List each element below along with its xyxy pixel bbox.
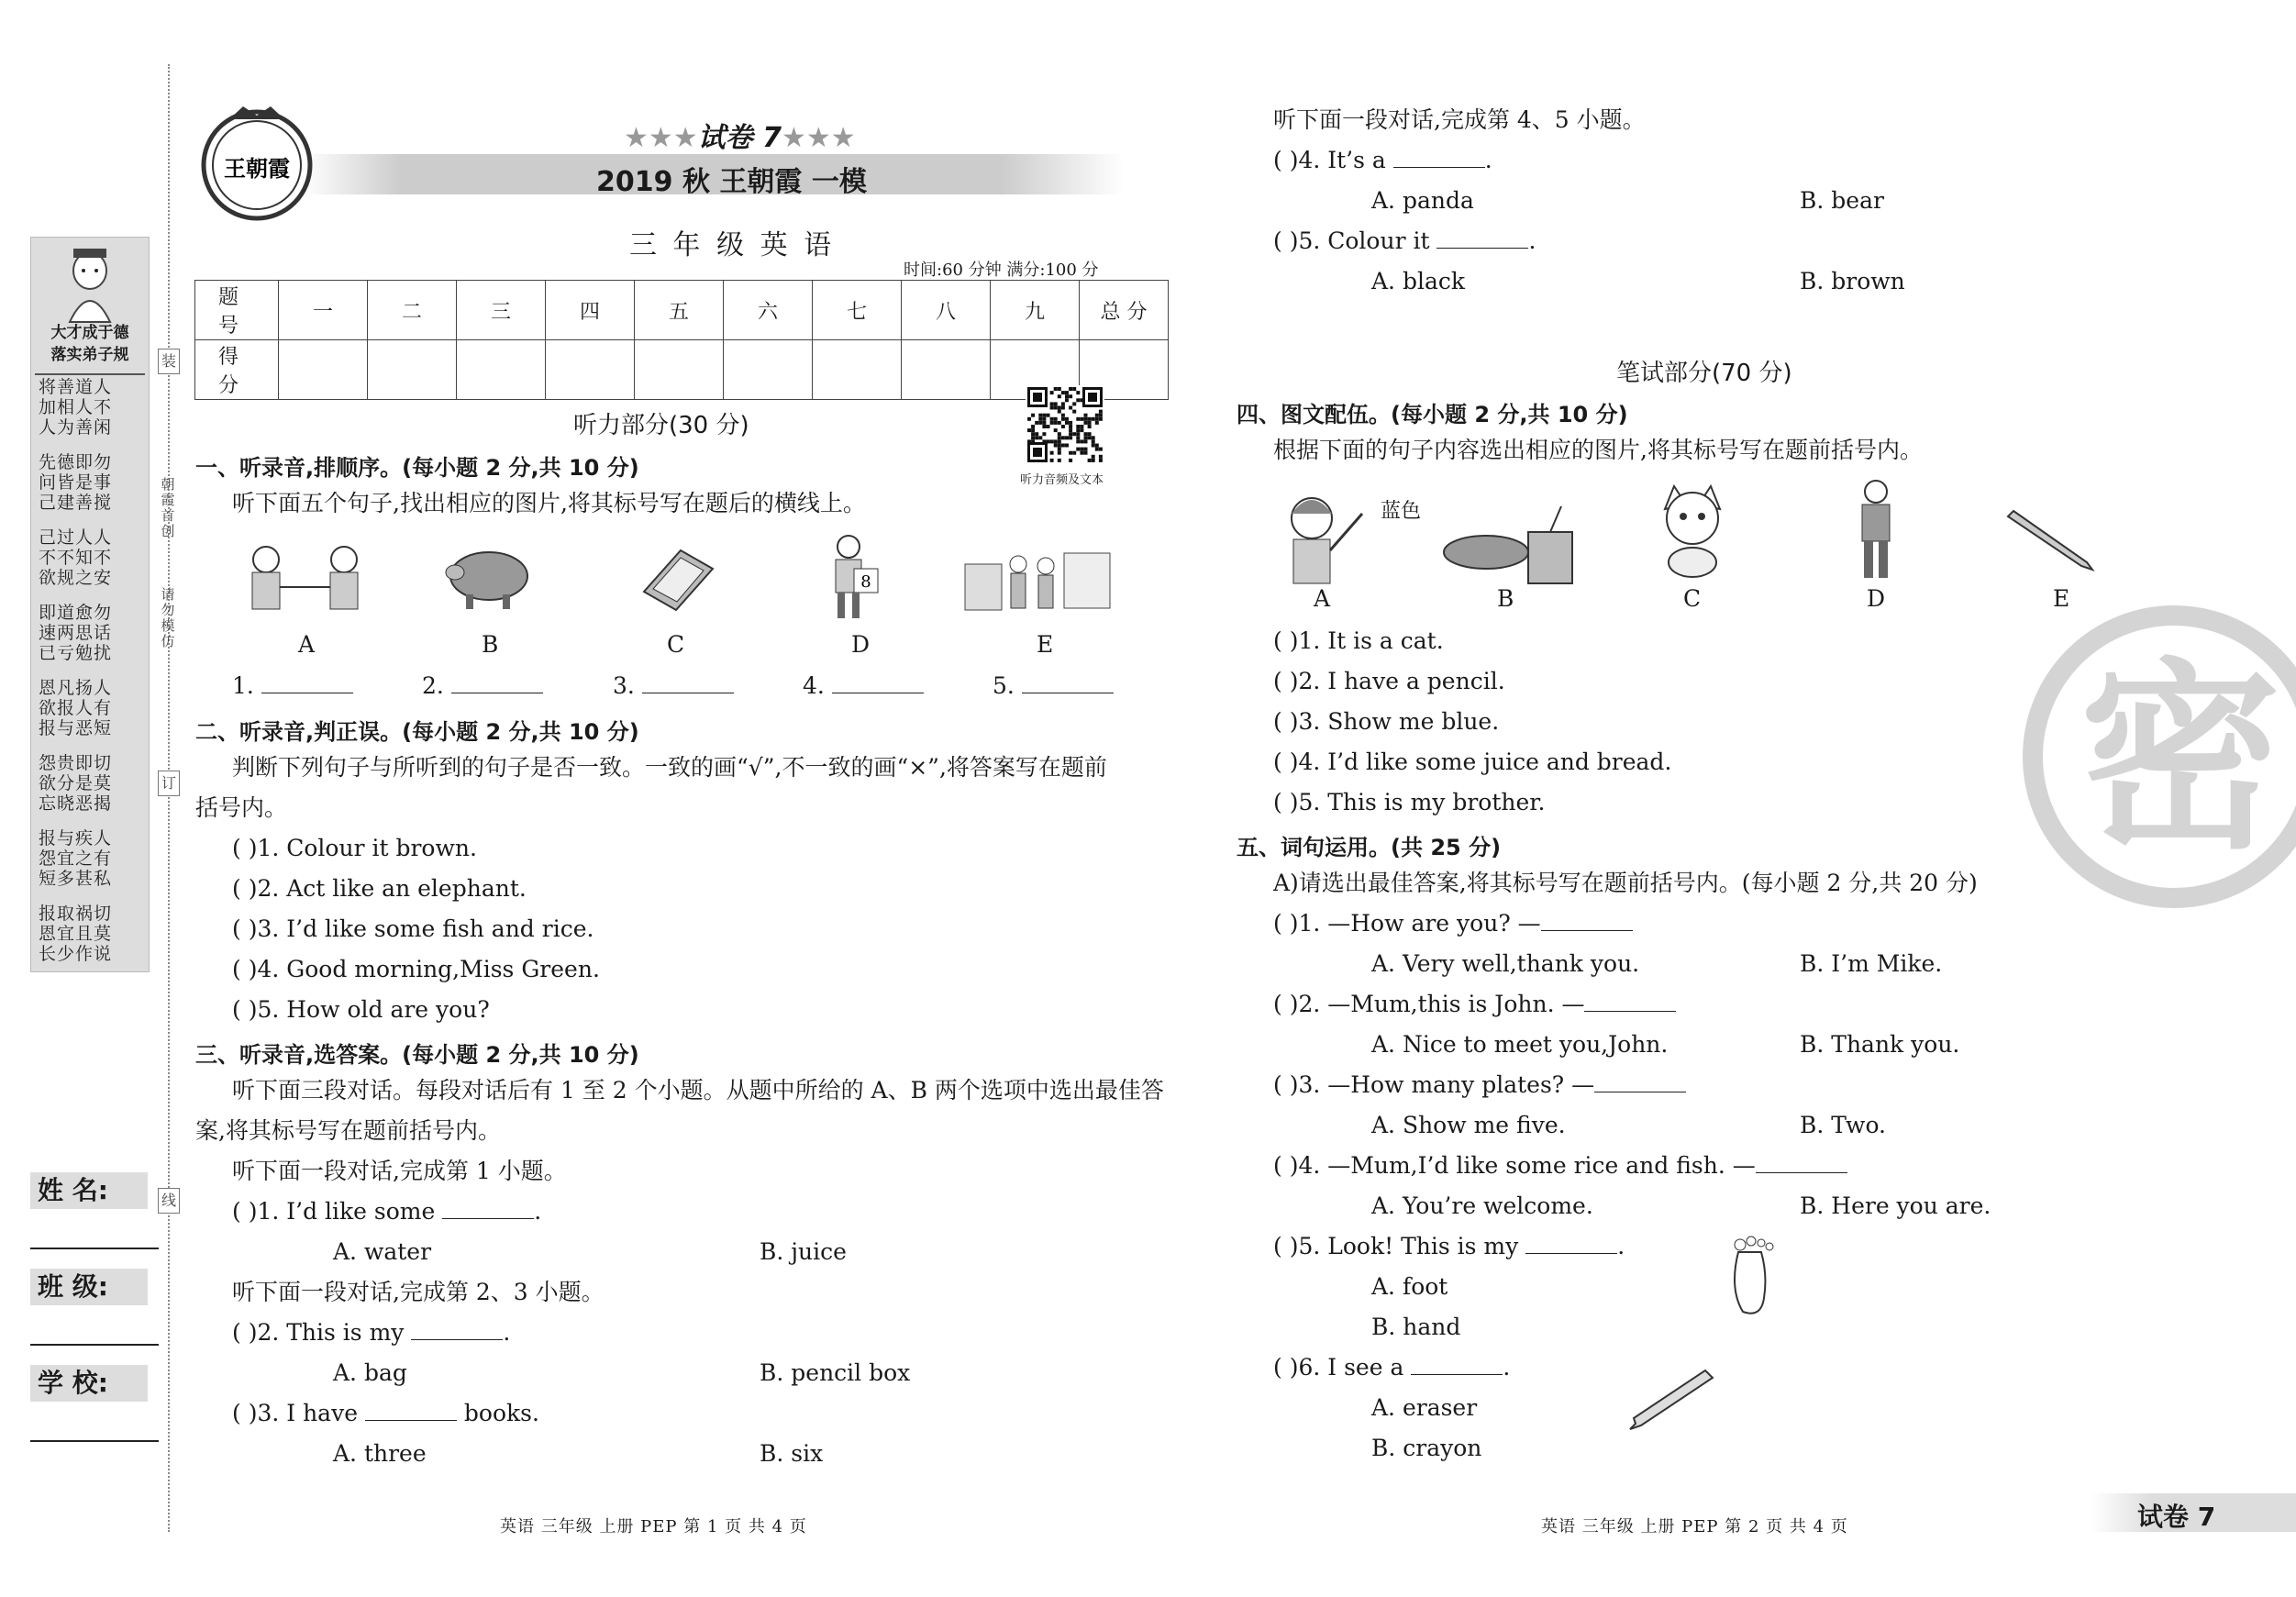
boy-picture xyxy=(1844,477,1908,582)
l-q3-option-a: A. three xyxy=(333,1440,427,1467)
part4-item[interactable]: ( )1. It is a cat. xyxy=(1273,627,1444,654)
w-question-5: ( )5. Look! This is my . xyxy=(1273,1233,1625,1259)
dialog1-intro: 听下面一段对话,完成第 1 小题。 xyxy=(232,1158,567,1184)
score-header-cell: 一 xyxy=(279,281,368,340)
score-cell[interactable] xyxy=(546,340,635,400)
proverb-block: 即道愈勿 速两思话 已亏勉扰 xyxy=(39,603,113,663)
l-q2-option-a: A. bag xyxy=(333,1359,407,1386)
part1-answer-blank[interactable]: 2. xyxy=(422,672,543,700)
part4-item[interactable]: ( )4. I’d like some juice and bread. xyxy=(1273,749,1672,775)
w-q5-option-a: A. foot xyxy=(1371,1273,1448,1300)
part1-answer-blank[interactable]: 4. xyxy=(803,672,924,700)
part4-picture-label: B xyxy=(1497,585,1514,612)
w-q4-option-b: B. Here you are. xyxy=(1800,1192,1991,1219)
part1-picture-label: B xyxy=(482,631,499,658)
part1-picture-label: D xyxy=(851,631,871,658)
score-table xyxy=(194,280,1169,400)
boy-with-number-8-picture xyxy=(821,532,885,624)
class-line[interactable] xyxy=(30,1344,159,1346)
part1-instruction: 听下面五个句子,找出相应的图片,将其标号写在题后的横线上。 xyxy=(232,490,866,516)
proverb-block: 恩凡扬人 欲报人有 报与恶短 xyxy=(39,678,113,738)
qr-caption: 听力音频及文本 xyxy=(1020,473,1104,487)
time-info: 时间:60 分钟 满分:100 分 xyxy=(904,261,1099,280)
l-q1-option-a: A. water xyxy=(333,1238,432,1265)
corner-paper-label: 试卷 7 xyxy=(2137,1502,2216,1532)
two-kids-greeting-picture xyxy=(234,541,381,619)
binding-note-2: 请勿模仿 xyxy=(161,586,175,649)
written-section-title: 笔试部分(70 分) xyxy=(1616,360,1792,387)
w-q1-option-b: B. I’m Mike. xyxy=(1800,950,1943,977)
part2-title: 二、听录音,判正误。(每小题 2 分,共 10 分) xyxy=(195,719,639,745)
footer-left: 英语 三年级 上册 PEP 第 1 页 共 4 页 xyxy=(500,1517,807,1536)
w-question-3: ( )3. —How many plates? — xyxy=(1273,1071,1686,1099)
part1-picture-label: C xyxy=(667,631,685,658)
l-question-1: ( )1. I’d like some . xyxy=(232,1198,542,1225)
part1-title: 一、听录音,排顺序。(每小题 2 分,共 10 分) xyxy=(195,455,639,481)
l-q3-option-b: B. six xyxy=(760,1440,824,1467)
part3-instruction-line2: 案,将其标号写在题前括号内。 xyxy=(195,1117,501,1144)
part4-instruction: 根据下面的句子内容选出相应的图片,将其标号写在题前括号内。 xyxy=(1273,437,1923,463)
score-header-cell: 题 号 xyxy=(195,281,279,340)
score-header-cell: 总 分 xyxy=(1080,281,1169,340)
score-cell[interactable] xyxy=(279,340,368,400)
l-q4-option-b: B. bear xyxy=(1800,187,1884,214)
w-q2-option-b: B. Thank you. xyxy=(1800,1031,1960,1058)
bread-and-juice-picture xyxy=(1440,505,1582,587)
svg-text:8: 8 xyxy=(860,572,871,592)
score-cell[interactable] xyxy=(635,340,724,400)
w-q5-option-b: B. hand xyxy=(1371,1314,1461,1340)
w-q6-option-a: A. eraser xyxy=(1371,1394,1478,1421)
girl-painting-picture xyxy=(1270,486,1390,587)
motto-panel xyxy=(30,237,150,972)
part3-instruction-line1: 听下面三段对话。每段对话后有 1 至 2 个小题。从题中所给的 A、B 两个选项中选出最佳答 xyxy=(232,1077,1164,1103)
score-cell[interactable] xyxy=(368,340,457,400)
part4-picture-label: E xyxy=(2053,585,2070,612)
w-question-2: ( )2. —Mum,this is John. — xyxy=(1273,991,1676,1018)
part5-sub-a: A)请选出最佳答案,将其标号写在题前括号内。(每小题 2 分,共 20 分) xyxy=(1273,870,1978,896)
group-of-kids-picture xyxy=(963,546,1119,619)
class-label: 班 级: xyxy=(30,1269,148,1305)
pencil-picture xyxy=(2004,500,2105,573)
w-q1-option-a: A. Very well,thank you. xyxy=(1371,950,1640,977)
w-question-6: ( )6. I see a . xyxy=(1273,1354,1511,1381)
part4-item[interactable]: ( )2. I have a pencil. xyxy=(1273,668,1505,694)
part1-answer-blank[interactable]: 3. xyxy=(613,672,734,700)
book-picture xyxy=(635,541,717,615)
qr-code-icon[interactable] xyxy=(1026,385,1104,464)
subject-title: 三 年 级 英 语 xyxy=(629,229,836,261)
part5-title: 五、词句运用。(共 25 分) xyxy=(1237,835,1502,860)
score-header-cell: 七 xyxy=(813,281,902,340)
l-question-5: ( )5. Colour it . xyxy=(1273,227,1536,254)
w-q3-option-a: A. Show me five. xyxy=(1371,1112,1566,1138)
name-label: 姓 名: xyxy=(30,1172,148,1209)
part4-item[interactable]: ( )3. Show me blue. xyxy=(1273,708,1500,735)
w-question-1: ( )1. —How are you? — xyxy=(1273,910,1633,937)
l-question-3: ( )3. I have books. xyxy=(232,1400,539,1426)
part2-item[interactable]: ( )3. I’d like some fish and rice. xyxy=(232,915,594,942)
blue-label: 蓝色 xyxy=(1381,500,1422,523)
footer-right: 英语 三年级 上册 PEP 第 2 页 共 4 页 xyxy=(1541,1517,1848,1536)
pig-picture xyxy=(438,541,539,615)
svg-text:王朝霞: 王朝霞 xyxy=(224,155,290,182)
part4-picture-label: D xyxy=(1867,585,1886,612)
seal-watermark: 密 xyxy=(2023,605,2296,908)
score-cell[interactable] xyxy=(724,340,813,400)
part3-title: 三、听录音,选答案。(每小题 2 分,共 10 分) xyxy=(195,1042,639,1068)
binding-mark-xian: 线 xyxy=(158,1188,180,1214)
part1-picture-label: E xyxy=(1037,631,1054,658)
l-q5-option-a: A. black xyxy=(1371,268,1466,294)
w-q2-option-a: A. Nice to meet you,John. xyxy=(1371,1031,1669,1058)
score-cell[interactable] xyxy=(813,340,902,400)
proverb-block: 报取祸切 恩宜且莫 长少作说 xyxy=(39,904,113,964)
proverb-block: 怨贵即切 欲分是莫 忘晓恶揭 xyxy=(39,753,113,814)
binding-note-1: 朝霞首创 xyxy=(161,476,175,539)
part2-instruction-line1: 判断下列句子与所听到的句子是否一致。一致的画“√”,不一致的画“×”,将答案写在题前 xyxy=(232,754,1107,781)
binding-mark-ding: 订 xyxy=(158,771,180,796)
part2-item[interactable]: ( )5. How old are you? xyxy=(232,996,490,1023)
part2-item[interactable]: ( )4. Good morning,Miss Green. xyxy=(232,956,600,982)
part4-item[interactable]: ( )5. This is my brother. xyxy=(1273,789,1546,815)
crayon-picture xyxy=(1628,1367,1720,1431)
part1-picture-label: A xyxy=(298,631,316,658)
school-label: 学 校: xyxy=(30,1365,148,1402)
score-header-cell: 二 xyxy=(368,281,457,340)
binding-dotted-line xyxy=(168,64,170,1532)
part2-instruction-line2: 括号内。 xyxy=(195,794,288,821)
foot-picture xyxy=(1720,1234,1784,1316)
l-q1-option-b: B. juice xyxy=(760,1238,847,1265)
proverb-block: 报与疾人 怨宜之有 短多甚私 xyxy=(39,828,113,889)
dialog3-intro: 听下面一段对话,完成第 4、5 小题。 xyxy=(1273,106,1646,133)
dialog2-intro: 听下面一段对话,完成第 2、3 小题。 xyxy=(232,1279,605,1305)
w-q4-option-a: A. You’re welcome. xyxy=(1371,1192,1593,1219)
w-q6-option-b: B. crayon xyxy=(1371,1435,1482,1461)
score-header-cell: 八 xyxy=(902,281,991,340)
listening-section-title: 听力部分(30 分) xyxy=(573,412,749,439)
score-cell[interactable] xyxy=(457,340,546,400)
cat-picture xyxy=(1651,482,1734,578)
motto-text: 大才成于德 落实弟子规 xyxy=(50,324,129,364)
l-q2-option-b: B. pencil box xyxy=(760,1359,911,1386)
w-q3-option-b: B. Two. xyxy=(1800,1112,1887,1138)
score-header-cell: 六 xyxy=(724,281,813,340)
part4-title: 四、图文配伍。(每小题 2 分,共 10 分) xyxy=(1237,402,1628,427)
exam-title: 2019 秋 王朝霞 一模 xyxy=(596,166,867,198)
scholar-figure-icon xyxy=(53,243,127,326)
wangzhaoxia-logo xyxy=(193,99,326,227)
school-line[interactable] xyxy=(30,1440,159,1442)
score-header-cell: 五 xyxy=(635,281,724,340)
part4-picture-label: A xyxy=(1314,585,1331,612)
w-question-4: ( )4. —Mum,I’d like some rice and fish. — xyxy=(1273,1152,1847,1180)
part4-picture-label: C xyxy=(1683,585,1702,612)
l-question-2: ( )2. This is my . xyxy=(232,1319,511,1346)
binding-mark-zhuang: 装 xyxy=(158,349,180,374)
part1-answer-blank[interactable]: 1. xyxy=(232,672,353,700)
score-header-cell: 九 xyxy=(991,281,1080,340)
score-cell[interactable] xyxy=(902,340,991,400)
score-header-cell: 三 xyxy=(457,281,546,340)
name-line[interactable] xyxy=(30,1248,159,1249)
proverb-block: 己过人人 不不知不 欲规之安 xyxy=(39,527,113,588)
paper-label: ★★★试卷 7★★★ xyxy=(624,122,856,154)
proverb-block: 先德即勿 问皆是事 己建善搅 xyxy=(39,452,113,513)
part1-answer-blank[interactable]: 5. xyxy=(993,672,1114,700)
proverb-block: 将善道人 加相人不 人为善闲 xyxy=(39,377,113,438)
score-header-cell: 四 xyxy=(546,281,635,340)
score-cell[interactable]: 得 分 xyxy=(195,340,279,400)
l-q4-option-a: A. panda xyxy=(1371,187,1474,214)
l-q5-option-b: B. brown xyxy=(1800,268,1905,294)
l-question-4: ( )4. It’s a . xyxy=(1273,147,1492,173)
part2-item[interactable]: ( )1. Colour it brown. xyxy=(232,835,477,861)
part2-item[interactable]: ( )2. Act like an elephant. xyxy=(232,875,527,902)
